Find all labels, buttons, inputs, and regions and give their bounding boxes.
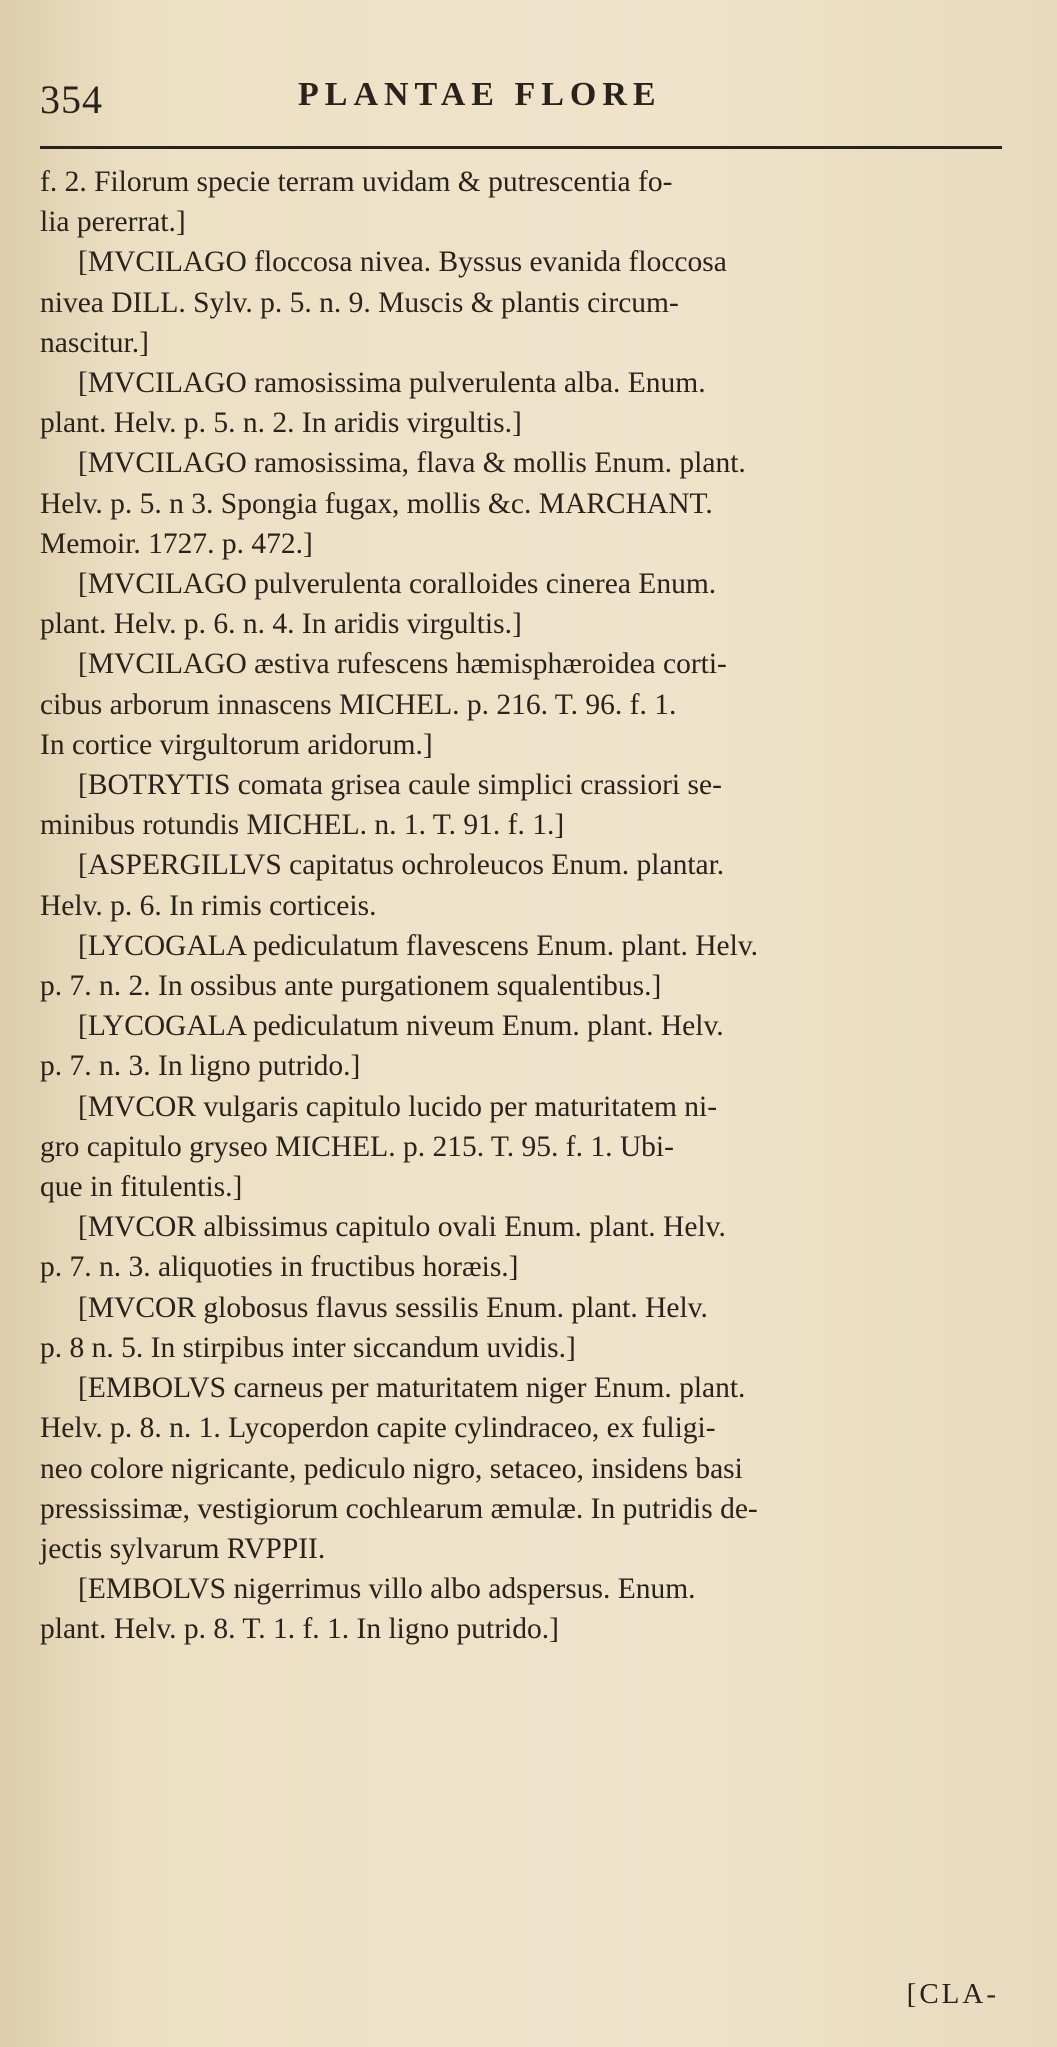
text-line: plant. Helv. p. 5. n. 2. In aridis virgultis.]: [40, 407, 522, 440]
text-line: f. 2. Filorum specie terram uvidam & putrescentia fo-: [40, 166, 673, 198]
paragraph: [40, 162, 1035, 242]
text-line: p. 8 n. 5. In stirpibus inter siccandum uvidis.]: [40, 1331, 576, 1364]
page-number: 354: [40, 77, 103, 122]
text-line: minibus rotundis MICHEL. n. 1. T. 91. f. 1.]: [40, 809, 565, 842]
paragraph: [40, 1569, 1035, 1649]
paragraph: [40, 564, 1035, 644]
body-text: [40, 162, 1035, 1650]
paragraph: [40, 1207, 1035, 1287]
paragraph: [40, 1368, 1035, 1569]
text-line: In cortice virgultorum aridorum.]: [40, 728, 433, 761]
text-line: lia pererrat.]: [40, 206, 186, 239]
text-line: neo colore nigricante, pediculo nigro, setaceo, insidens basi: [40, 1452, 743, 1485]
text-line: que in fitulentis.]: [40, 1171, 243, 1204]
text-line: [LYCOGALA pediculatum niveum Enum. plant. Helv.: [78, 1010, 724, 1043]
text-line: [MVCILAGO ramosissima, flava & mollis Enum. plant.: [78, 447, 746, 480]
text-line: [MVCILAGO ramosissima pulverulenta alba. Enum.: [78, 367, 706, 400]
text-line: Memoir. 1727. p. 472.]: [40, 527, 313, 560]
text-line: [MVCILAGO floccosa nivea. Byssus evanida floccosa: [78, 246, 727, 279]
text-line: [MVCILAGO pulverulenta coralloides cinerea Enum.: [78, 568, 717, 601]
text-line: Helv. p. 8. n. 1. Lycoperdon capite cylindraceo, ex fuligi-: [40, 1412, 716, 1445]
text-line: p. 7. n. 3. In ligno putrido.]: [40, 1050, 361, 1083]
text-line: [BOTRYTIS comata grisea caule simplici crassiori se-: [78, 769, 722, 802]
paragraph: [40, 1087, 1035, 1208]
text-line: [MVCOR albissimus capitulo ovali Enum. plant. Helv.: [78, 1211, 726, 1244]
paragraph: [40, 845, 1035, 925]
text-line: nascitur.]: [40, 326, 149, 359]
text-line: gro capitulo gryseo MICHEL. p. 215. T. 95. f. 1. Ubi-: [40, 1130, 674, 1163]
text-line: [MVCOR vulgaris capitulo lucido per maturitatem ni-: [78, 1090, 718, 1123]
paragraph: [40, 644, 1035, 765]
text-line: plant. Helv. p. 8. T. 1. f. 1. In ligno putrido.]: [40, 1613, 559, 1646]
text-line: nivea DILL. Sylv. p. 5. n. 9. Muscis & plantis circum-: [40, 286, 679, 319]
text-line: [ASPERGILLVS capitatus ochroleucos Enum. plantar.: [78, 849, 725, 882]
catchword: [CLA-: [906, 1978, 999, 2010]
paragraph: [40, 1006, 1035, 1086]
text-line: Helv. p. 6. In rimis corticeis.: [40, 889, 377, 922]
running-head: PLANTAE FLORE: [298, 76, 662, 113]
text-line: cibus arborum innascens MICHEL. p. 216. T. 96. f. 1.: [40, 688, 677, 721]
text-line: [MVCILAGO æstiva rufescens hæmisphæroidea corti-: [78, 648, 727, 681]
text-line: [EMBOLVS carneus per maturitatem niger Enum. plant.: [78, 1372, 746, 1405]
text-line: [LYCOGALA pediculatum flavescens Enum. plant. Helv.: [78, 929, 759, 962]
header-rule: [40, 146, 1002, 149]
paragraph: [40, 363, 1035, 443]
text-line: p. 7. n. 3. aliquoties in fructibus horæis.]: [40, 1251, 519, 1284]
paragraph: [40, 926, 1035, 1006]
paragraph: [40, 1288, 1035, 1368]
text-line: [EMBOLVS nigerrimus villo albo adspersus. Enum.: [78, 1573, 696, 1606]
paragraph: [40, 242, 1035, 363]
text-line: pressissimæ, vestigiorum cochlearum æmulæ. In putridis de-: [40, 1492, 758, 1525]
text-line: plant. Helv. p. 6. n. 4. In aridis virgultis.]: [40, 608, 522, 641]
text-line: p. 7. n. 2. In ossibus ante purgationem squalentibus.]: [40, 970, 662, 1003]
text-line: [MVCOR globosus flavus sessilis Enum. plant. Helv.: [78, 1291, 708, 1324]
text-line: Helv. p. 5. n 3. Spongia fugax, mollis &c. MARCHANT.: [40, 487, 713, 520]
page-header: [40, 72, 1000, 124]
text-line: jectis sylvarum RVPPII.: [40, 1532, 326, 1565]
paragraph: [40, 443, 1035, 564]
paragraph: [40, 765, 1035, 845]
